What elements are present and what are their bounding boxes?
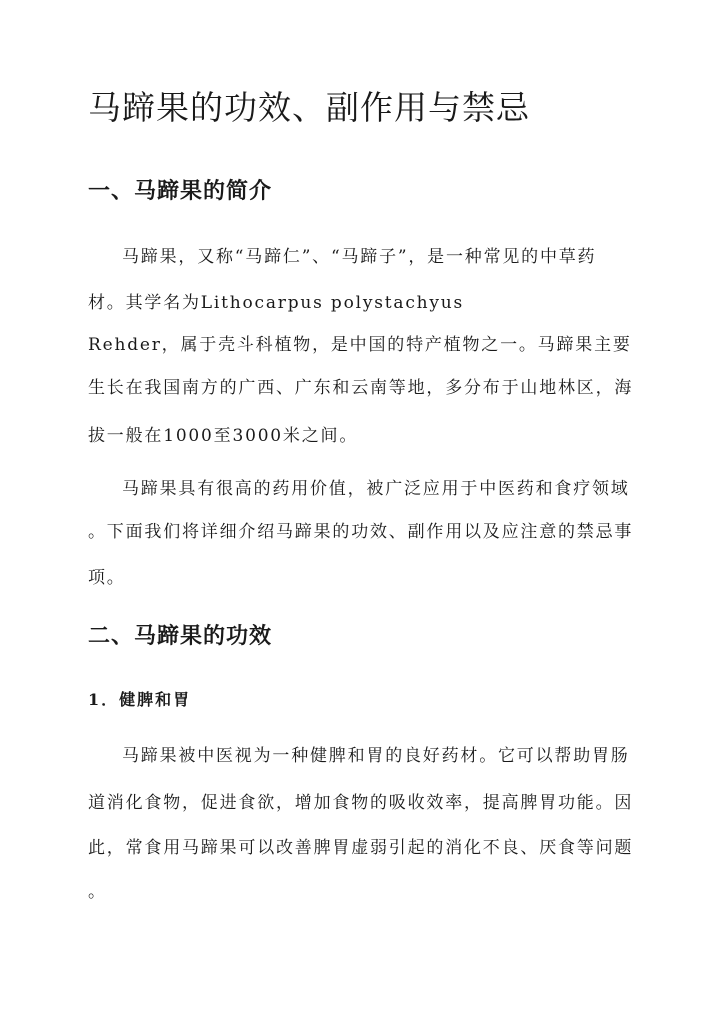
paragraph-line: 马蹄果具有很高的药用价值，被广泛应用于中医药和食疗领域 [122, 479, 630, 499]
paragraph-line: 。 [88, 882, 107, 902]
section-heading-effects: 二、马蹄果的功效 [88, 623, 273, 649]
paragraph-line: 马蹄果，又称“马蹄仁”、“马蹄子”，是一种常见的中草药 [122, 247, 597, 267]
paragraph-line: 。下面我们将详细介绍马蹄果的功效、副作用以及应注意的禁忌事 [88, 522, 634, 542]
paragraph-line: 道消化食物，促进食欲，增加食物的吸收效率，提高脾胃功能。因 [88, 793, 634, 813]
paragraph-line: 项。 [88, 568, 126, 588]
paragraph-line: 拔一般在1000至3000米之间。 [88, 426, 359, 446]
paragraph-line: Rehder，属于壳斗科植物，是中国的特产植物之一。马蹄果主要 [88, 335, 632, 355]
paragraph-line: 生长在我国南方的广西、广东和云南等地，多分布于山地林区，海 [88, 378, 634, 398]
paragraph-line: 此，常食用马蹄果可以改善脾胃虚弱引起的消化不良、厌食等问题 [88, 838, 634, 858]
paragraph-line: 马蹄果被中医视为一种健脾和胃的良好药材。它可以帮助胃肠 [122, 746, 630, 766]
document-title: 马蹄果的功效、副作用与禁忌 [88, 88, 530, 127]
section-heading-intro: 一、马蹄果的简介 [88, 178, 273, 204]
paragraph-line: 材。其学名为Lithocarpus polystachyus [88, 293, 465, 313]
subsection-heading-spleen-stomach: 1．健脾和胃 [88, 690, 192, 709]
